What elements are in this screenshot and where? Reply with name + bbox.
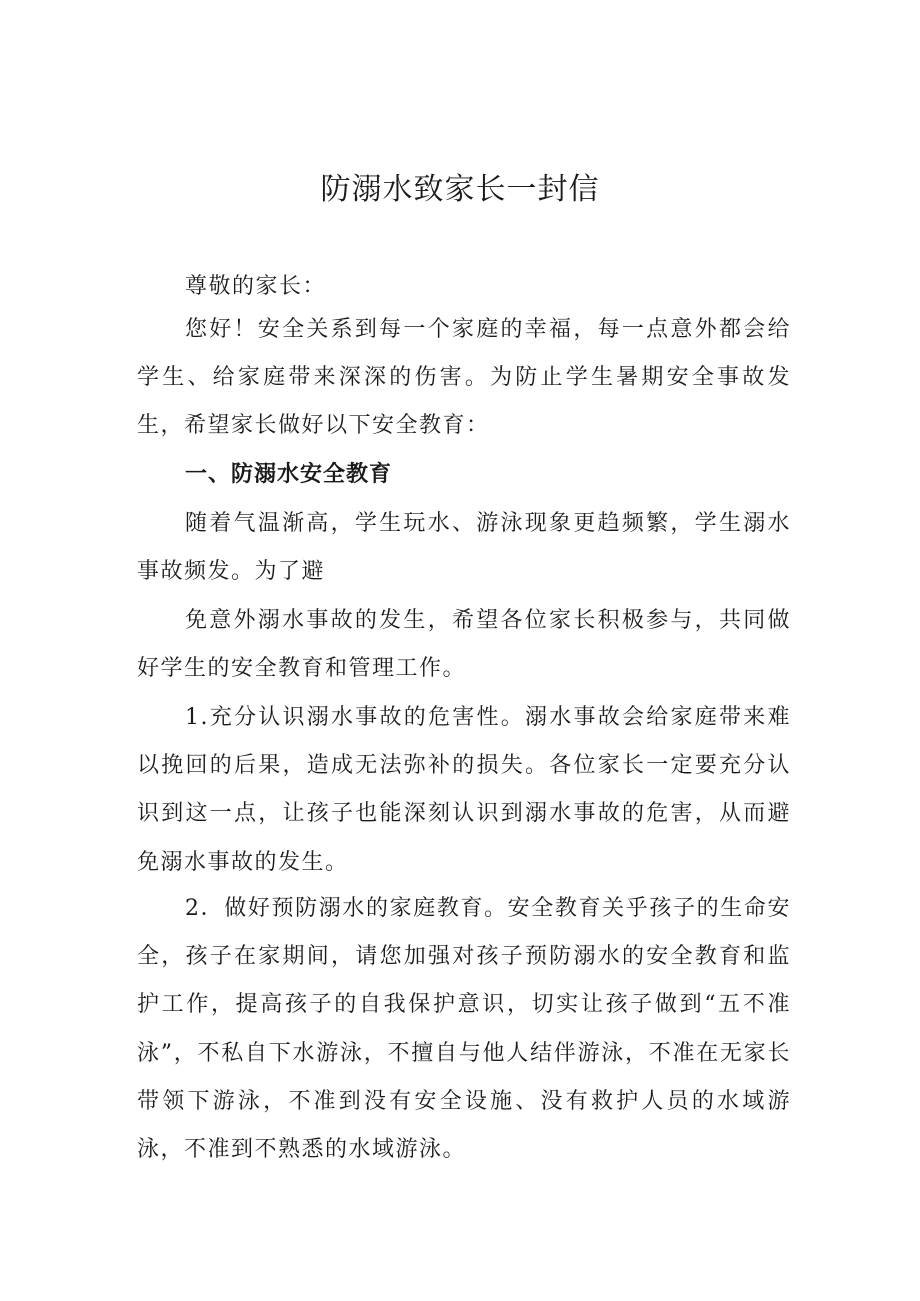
intro-paragraph: 您好！安全关系到每一个家庭的幸福，每一点意外都会给学生、给家庭带来深深的伤害。为防止学生暑期安全事故发生，希望家长做好以下安全教育： [137,317,791,439]
list-item-2: 2．做好预防溺水的家庭教育。安全教育关乎孩子的生命安全，孩子在家期间，请您加强对孩子预防溺水的安全教育和监护工作，提高孩子的自我保护意识，切实让孩子做到“五不准泳”，不私自下水游泳，不擅自与他人结伴游泳，不准在无家长带领下游泳，不准到没有安全设施、没有救护人员的水域游泳，不准到不熟悉的水域游泳。 [137,896,791,1163]
document-title: 防溺水致家长一封信 [320,172,600,207]
list-item-1: 1.充分认识溺水事故的危害性。溺水事故会给家庭带来难以挽回的后果，造成无法弥补的损失。各位家长一定要充分认识到这一点，让孩子也能深刻认识到溺水事故的危害，从而避免溺水事故的发生。 [137,705,791,875]
section-paragraph-1: 随着气温渐高，学生玩水、游泳现象更趋频繁，学生溺水事故频发。为了避 [137,511,791,585]
section-heading: 一、防溺水安全教育 [185,462,393,487]
salutation: 尊敬的家长： [185,274,327,299]
section-paragraph-2: 免意外溺水事故的发生，希望各位家长积极参与，共同做好学生的安全教育和管理工作。 [137,608,791,682]
